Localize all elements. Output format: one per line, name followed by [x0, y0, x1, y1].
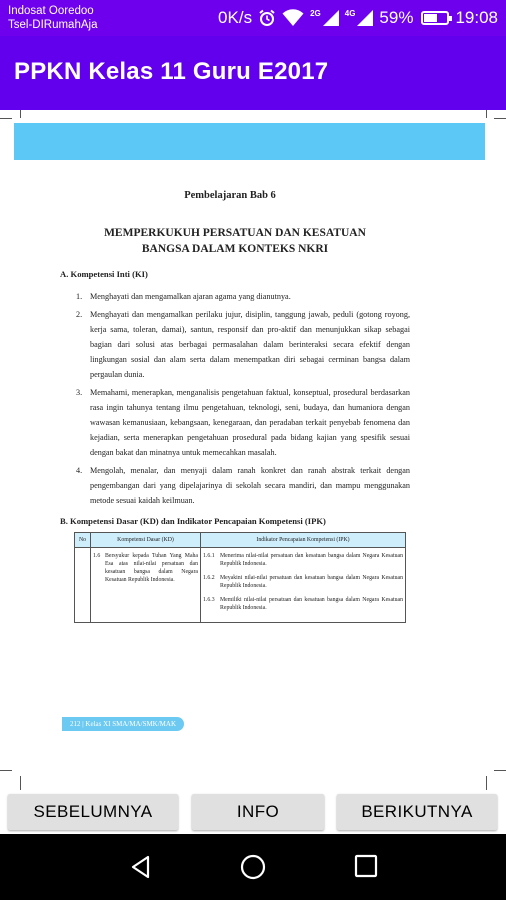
alarm-icon	[258, 9, 276, 27]
crop-mark	[20, 110, 21, 118]
recents-icon[interactable]	[354, 854, 378, 883]
ipk-code: 1.6.2	[203, 575, 215, 581]
chapter-title	[60, 225, 410, 257]
ipk-text: Menerima nilai-nilai persatuan dan kesatuan bangsa dalam Negara Kesatuan Republik Indonesia.	[220, 553, 403, 567]
network-type-1: 2G	[310, 8, 321, 18]
battery-level	[424, 14, 437, 22]
table-cell-ipk	[201, 548, 406, 623]
battery-icon	[421, 11, 449, 25]
crop-mark	[20, 776, 21, 790]
page-viewer[interactable]	[0, 110, 506, 790]
crop-mark	[494, 770, 506, 771]
carrier-info	[8, 4, 97, 32]
ipk-indicator	[203, 574, 403, 590]
net-speed: 0K/s	[218, 8, 253, 27]
info-button[interactable]: INFO	[192, 794, 324, 830]
table-cell-kd	[91, 548, 201, 623]
home-icon[interactable]	[240, 854, 266, 885]
section-b-heading: B. Kompetensi Dasar (KD) dan Indikator Pencapaian Kompetensi (IPK)	[60, 516, 326, 526]
status-icons	[218, 0, 498, 36]
app-bar	[0, 36, 506, 110]
table-row	[75, 548, 406, 623]
crop-mark	[494, 118, 506, 119]
button-row	[0, 790, 506, 834]
network-type-2: 4G	[344, 8, 356, 18]
ki-item-text: Memahami, menerapkan, menganalisis pengetahuan faktual, konseptual, prosedural berdasarkan rasa ingin tahunya tentang ilmu pengetahuan, teknologi, seni, budaya, dan humaniora dengan wawasan kemanusiaan, kebangsaan, kenegaraan, dan peradaban terkait penyebab fenomena dan kejadian, serta menerapkan pengetahuan prosedural pada bidang kajian yang spesifik sesuai dengan bakat dan minatnya untuk memecahkan masalah.	[90, 388, 410, 457]
ki-item-number: 1.	[76, 292, 83, 301]
document-page	[60, 190, 410, 623]
crop-mark	[486, 110, 487, 118]
table-header-no: No	[75, 533, 91, 548]
carrier-line-2: Tsel-DIRumahAja	[8, 19, 98, 31]
ki-item-text: Menghayati dan mengamalkan ajaran agama yang dianutnya.	[90, 292, 291, 301]
kd-table-header-row	[75, 533, 406, 548]
chapter-title-line-1: MEMPERKUKUH PERSATUAN DAN KESATUAN	[104, 227, 366, 239]
ipk-indicator	[203, 596, 403, 612]
table-header-ipk: Indikator Pencapaian Kompetensi (IPK)	[201, 533, 406, 548]
ipk-indicator	[203, 552, 403, 568]
crop-mark	[0, 118, 12, 119]
table-header-kd: Kompetensi Dasar (KD)	[91, 533, 201, 548]
chapter-title-line-2: BANGSA DALAM KONTEKS NKRI	[141, 243, 329, 255]
app-title: PPKN Kelas 11 Guru E2017	[14, 58, 329, 85]
ki-item-text: Mengolah, menalar, dan menyaji dalam ranah konkret dan ranah abstrak terkait dengan pengembangan dari yang dipelajarinya di sekolah secara mandiri, dan mampu menggunakan metode sesuai kaidah keilmuan.	[90, 466, 410, 505]
battery-percent: 59%	[379, 8, 414, 27]
ipk-text: Memiliki nilai-nilai persatuan dan kesatuan bangsa dalam Negara Kesatuan Republik Indonesia.	[220, 597, 403, 611]
status-bar	[0, 0, 506, 36]
back-icon[interactable]	[128, 854, 154, 885]
ki-list	[60, 289, 410, 508]
ipk-code: 1.6.3	[203, 597, 215, 603]
table-cell-no	[75, 548, 91, 623]
kd-text: Bersyukur kepada Tuhan Yang Maha Esa atas nilai-nilai persatuan dan kesatuan bangsa dalam Negara Kesatuan Republik Indonesia.	[105, 553, 198, 583]
chapter-label: Pembelajaran Bab 6	[184, 190, 276, 201]
ki-item-number: 2.	[76, 310, 83, 319]
section-a-heading: A. Kompetensi Inti (KI)	[60, 269, 148, 279]
kd-table	[74, 532, 406, 623]
ki-item	[76, 385, 410, 460]
ki-item	[76, 307, 410, 382]
clock: 19:08	[455, 8, 498, 27]
previous-button[interactable]: SEBELUMNYA	[8, 794, 178, 830]
crop-mark	[486, 776, 487, 790]
page-header-band	[14, 123, 485, 160]
system-nav-bar	[0, 834, 506, 900]
page-footer-tag: 212 | Kelas XI SMA/MA/SMK/MAK	[62, 717, 184, 731]
ki-item	[76, 289, 410, 304]
ipk-text: Meyakini nilai-nilai persatuan dan kesatuan bangsa dalam Negara Kesatuan Republik Indonesia.	[220, 575, 403, 589]
ki-item	[76, 463, 410, 508]
wifi-icon	[282, 9, 304, 27]
carrier-line-1: Indosat Ooredoo	[8, 5, 94, 17]
next-button[interactable]: BERIKUTNYA	[337, 794, 497, 830]
ki-item-number: 3.	[76, 388, 83, 397]
ki-item-number: 4.	[76, 466, 83, 475]
signal-icon-1	[323, 10, 339, 26]
kd-code: 1.6	[93, 553, 101, 559]
ipk-code: 1.6.1	[203, 553, 215, 559]
signal-icon-2	[357, 10, 373, 26]
ki-item-text: Menghayati dan mengamalkan perilaku jujur, disiplin, tanggung jawab, peduli (gotong royong, kerja sama, toleran, damai), santun, responsif dan pro-aktif dan menunjukkan sikap sebagai bagian dari solusi atas berbagai permasalahan dalam berinteraksi secara efektif dengan lingkungan sosial dan alam serta dalam menempatkan diri sebagai cerminan bangsa dalam pergaulan dunia.	[90, 310, 410, 379]
crop-mark	[0, 770, 12, 771]
